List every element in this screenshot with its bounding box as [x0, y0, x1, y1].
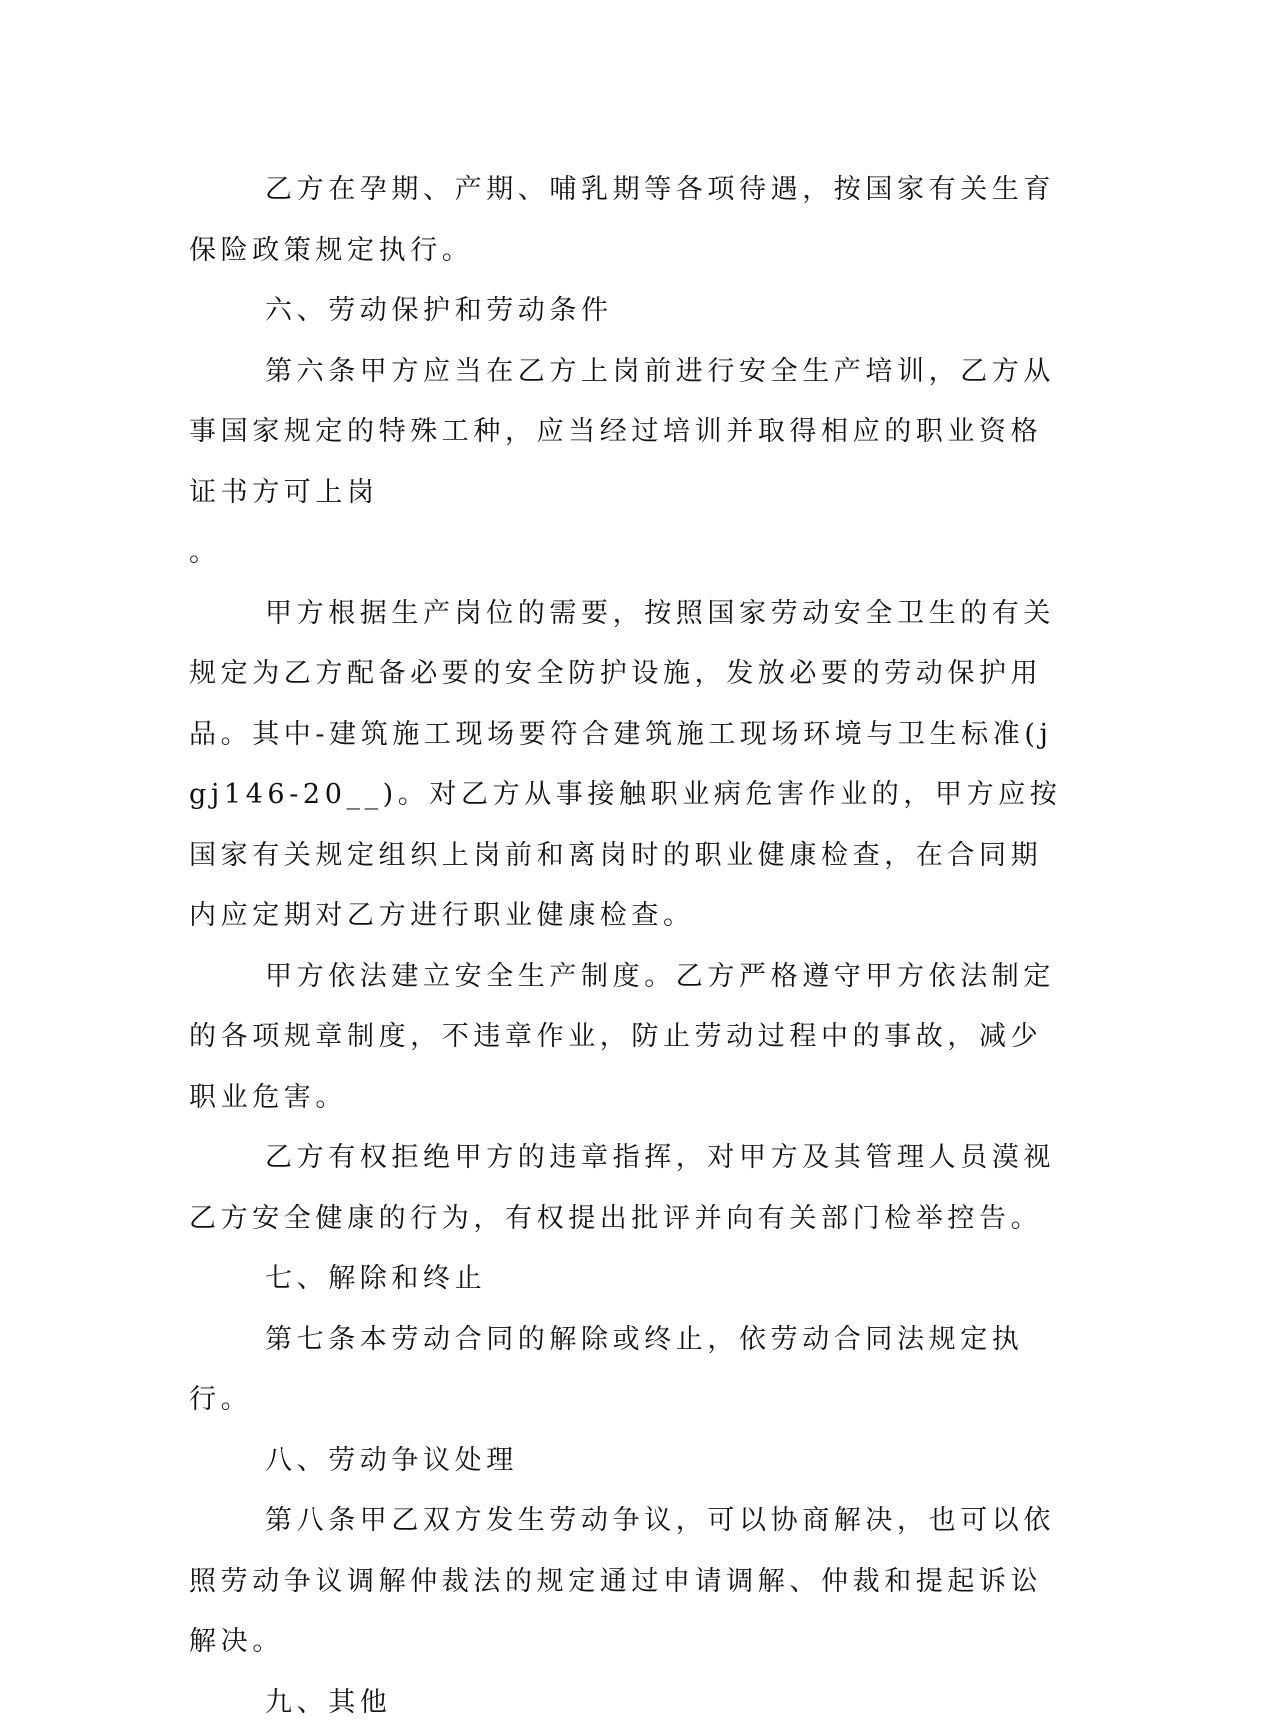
article-7-termination: 第七条本劳动合同的解除或终止，依劳动合同法规定执行。 — [189, 1310, 1069, 1431]
paragraph-right-to-refuse: 乙方有权拒绝甲方的违章指挥，对甲方及其管理人员漠视乙方安全健康的行为，有权提出批评并向有关部门检举控告。 — [189, 1128, 1069, 1249]
paragraph-maternity-benefits: 乙方在孕期、产期、哺乳期等各项待遇，按国家有关生育保险政策规定执行。 — [189, 160, 1069, 281]
section-heading-other: 九、其他 — [189, 1673, 1069, 1733]
paragraph-safety-system: 甲方依法建立安全生产制度。乙方严格遵守甲方依法制定的各项规章制度，不违章作业，防止劳动过程中的事故，减少职业危害。 — [189, 947, 1069, 1129]
document-body — [189, 160, 1069, 1733]
article-6-safety-training: 第六条甲方应当在乙方上岗前进行安全生产培训，乙方从事国家规定的特殊工种，应当经过培训并取得相应的职业资格证书方可上岗 。 — [189, 342, 1069, 584]
section-heading-dispute: 八、劳动争议处理 — [189, 1431, 1069, 1492]
section-heading-labor-protection: 六、劳动保护和劳动条件 — [189, 281, 1069, 342]
article-8-dispute-resolution: 第八条甲乙双方发生劳动争议，可以协商解决，也可以依照劳动争议调解仲裁法的规定通过申请调解、仲裁和提起诉讼解决。 — [189, 1491, 1069, 1673]
paragraph-safety-equipment: 甲方根据生产岗位的需要，按照国家劳动安全卫生的有关规定为乙方配备必要的安全防护设施，发放必要的劳动保护用品。其中-建筑施工现场要符合建筑施工现场环境与卫生标准(jgj146-20__)。对乙方从事接触职业病危害作业的，甲方应按国家有关规定组织上岗前和离岗时的职业健康检查，在合同期内应定期对乙方进行职业健康检查。 — [189, 584, 1069, 947]
section-heading-termination: 七、解除和终止 — [189, 1249, 1069, 1310]
